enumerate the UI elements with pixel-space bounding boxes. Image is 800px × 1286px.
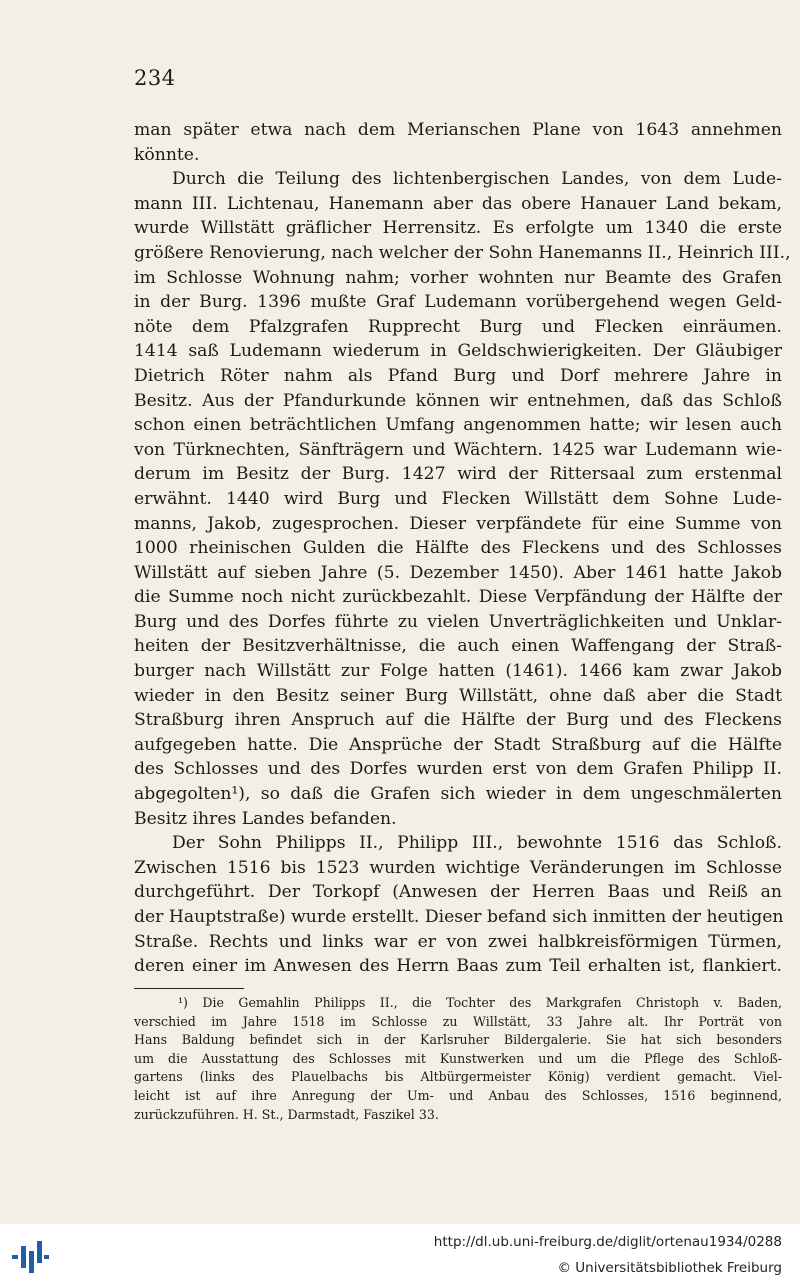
text-line: des Schlosses und des Dorfes wurden erst von dem Grafen Philipp II. <box>134 759 782 780</box>
text-line: größere Renovierung, nach welcher der Sohn Hanemanns II., Heinrich III., <box>134 242 791 263</box>
text-line: aufgegeben hatte. Die Ansprüche der Stadt Straßburg auf die Hälfte <box>134 734 782 755</box>
text-line: erwähnt. 1440 wird Burg und Flecken Willstätt dem Sohne Lude- <box>134 488 782 509</box>
text-line: Besitz. Aus der Pfandurkunde können wir entnehmen, daß das Schloß <box>134 390 782 411</box>
copyright-notice: © Universitätsbibliothek Freiburg <box>557 1260 782 1276</box>
text-line: nöte dem Pfalzgrafen Rupprecht Burg und Flecken einräumen. <box>134 316 782 337</box>
text-line: von Türknechten, Sänfträgern und Wächtern. 1425 war Ludemann wie- <box>134 439 782 460</box>
footnote-line: gartens (links des Plauelbachs bis Altbürgermeister König) verdient gemacht. Viel- <box>134 1069 782 1085</box>
text-line: schon einen beträchtlichen Umfang angenommen hatte; wir lesen auch <box>134 415 782 436</box>
text-line: man später etwa nach dem Merianschen Plane von 1643 annehmen <box>134 120 782 140</box>
footnote-line: Hans Baldung befindet sich in der Karlsruher Bildergalerie. Sie hat sich besonders <box>134 1032 782 1048</box>
text-line: Willstätt auf sieben Jahre (5. Dezember 1450). Aber 1461 hatte Jakob <box>134 562 782 583</box>
footnote-line: zurückzuführen. H. St., Darmstadt, Faszikel 33. <box>134 1106 439 1122</box>
footnote-line: ¹) Die Gemahlin Philipps II., die Tochter des Markgrafen Christoph v. Baden, <box>178 995 782 1010</box>
text-line: manns, Jakob, zugesprochen. Dieser verpfändete für eine Summe von <box>134 513 782 534</box>
text-line: heiten der Besitzverhältnisse, die auch einen Waffengang der Straß- <box>134 636 782 657</box>
text-line: in der Burg. 1396 mußte Graf Ludemann vorübergehend wegen Geld- <box>134 292 782 313</box>
text-line: wurde Willstätt gräflicher Herrensitz. Es erfolgte um 1340 die erste <box>134 218 782 239</box>
text-line: Dietrich Röter nahm als Pfand Burg und Dorf mehrere Jahre in <box>134 365 782 386</box>
footnote-line: leicht ist auf ihre Anregung der Um- und Anbau des Schlosses, 1516 beginnend, <box>134 1087 782 1103</box>
digital-library-footer <box>0 1224 800 1286</box>
text-line: könnte. <box>134 144 200 165</box>
permalink-url[interactable]: http://dl.ub.uni-freiburg.de/diglit/ortenau1934/0288 <box>433 1234 782 1250</box>
footnote-divider <box>134 988 244 989</box>
page-number: 234 <box>134 66 176 90</box>
footnote-line: um die Ausstattung des Schlosses mit Kunstwerken und um die Pflege des Schloß- <box>134 1050 782 1066</box>
text-line: deren einer im Anwesen des Herrn Baas zum Teil erhalten ist, flankiert. <box>134 956 782 977</box>
footnote-line: verschied im Jahre 1518 im Schlosse zu Willstätt, 33 Jahre alt. Ihr Porträt von <box>134 1013 782 1029</box>
text-line: die Summe noch nicht zurückbezahlt. Diese Verpfändung der Hälfte der <box>134 587 782 608</box>
text-line: abgegolten¹), so daß die Grafen sich wieder in dem ungeschmälerten <box>134 784 782 805</box>
text-line: mann III. Lichtenau, Hanemann aber das obere Hanauer Land bekam, <box>134 193 782 214</box>
text-line: Der Sohn Philipps II., Philipp III., bewohnte 1516 das Schloß. <box>172 833 782 854</box>
text-line: Besitz ihres Landes befanden. <box>134 808 397 829</box>
text-line: der Hauptstraße) wurde erstellt. Dieser befand sich inmitten der heutigen <box>134 907 784 927</box>
body-text <box>134 118 791 979</box>
text-line: derum im Besitz der Burg. 1427 wird der Rittersaal zum erstenmal <box>134 464 782 485</box>
text-line: Straßburg ihren Anspruch auf die Hälfte der Burg und des Fleckens <box>134 710 782 731</box>
text-line: 1000 rheinischen Gulden die Hälfte des Fleckens und des Schlosses <box>134 538 782 559</box>
ub-freiburg-logo-icon <box>10 1238 50 1276</box>
text-line: wieder in den Besitz seiner Burg Willstätt, ohne daß aber die Stadt <box>134 685 782 706</box>
text-line: Durch die Teilung des lichtenbergischen Landes, von dem Lude- <box>172 169 782 190</box>
text-line: Burg und des Dorfes führte zu vielen Unverträglichkeiten und Unklar- <box>134 611 782 632</box>
text-line: durchgeführt. Der Torkopf (Anwesen der Herren Baas und Reiß an <box>134 882 782 903</box>
footnotes <box>134 994 782 1124</box>
text-line: 1414 saß Ludemann wiederum in Geldschwierigkeiten. Der Gläubiger <box>134 341 782 362</box>
text-line: im Schlosse Wohnung nahm; vorher wohnten nur Beamte des Grafen <box>134 267 782 288</box>
text-line: Zwischen 1516 bis 1523 wurden wichtige Veränderungen im Schlosse <box>134 857 782 878</box>
text-line: Straße. Rechts und links war er von zwei halbkreisförmigen Türmen, <box>134 931 782 952</box>
text-line: burger nach Willstätt zur Folge hatten (1461). 1466 kam zwar Jakob <box>134 661 782 682</box>
